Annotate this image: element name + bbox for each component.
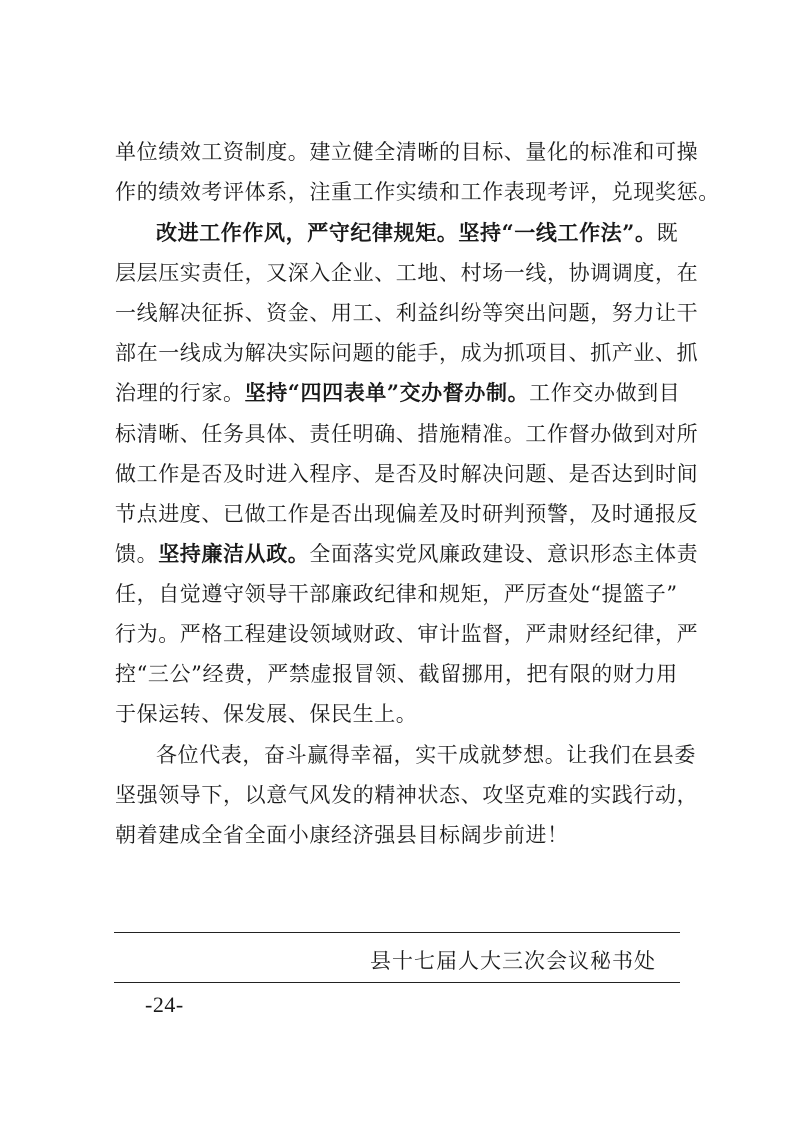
text-line: 行为。严格工程建设领域财政、审计监督，严肃财经纪律，严 [115,622,699,646]
text-line: 单位绩效工资制度。建立健全清晰的目标、量化的标准和可操 [115,140,699,164]
text-line: 任，自觉遵守领导干部廉政纪律和规矩，严厉查处“提篮子” [115,582,678,606]
text-line: 作的绩效考评体系，注重工作实绩和工作表现考评，兑现奖惩。 [115,180,720,204]
bold-heading: 坚持“四四表单”交办督办制。 [244,380,530,405]
text-line: 坚强领导下，以意气风发的精神状态、攻坚克难的实践行动， [115,783,699,807]
text-line: 层层压实责任，又深入企业、工地、村场一线，协调调度，在 [115,261,699,285]
text-line: 控“三公”经费，严禁虚报冒领、截留挪用，把有限的财力用 [115,662,678,686]
text-line: 各位代表，奋斗赢得幸福，实干成就梦想。让我们在县委 [156,743,696,767]
bold-heading: 改进工作作风，严守纪律规矩。坚持“一线工作法”。 [156,220,657,245]
text-line: 节点进度、已做工作是否出现偏差及时研判预警，及时通报反 [115,502,699,526]
text-line: 标清晰、任务具体、责任明确、措施精准。工作督办做到对所 [115,422,699,446]
text-line: 朝着建成全省全面小康经济强县目标阔步前进！ [115,823,569,847]
text-line [115,534,699,574]
text-line [156,213,680,253]
text-span: 馈。 [115,542,159,566]
footer-top-rule [114,932,680,933]
text-line: 部在一线成为解决实际问题的能手，成为抓项目、抓产业、抓 [115,341,699,365]
issuer-line: 县十七届人大三次会议秘书处 [370,949,656,973]
text-line: 一线解决征拆、资金、用工、利益纠纷等突出问题，努力让干 [115,301,699,325]
text-span: 既 [656,221,679,245]
footer-bottom-rule [114,982,680,983]
text-line [115,373,680,413]
bold-heading: 坚持廉洁从政。 [158,541,310,566]
text-span: 全面落实党风廉政建设、意识形态主体责 [309,542,699,566]
text-span: 治理的行家。 [115,381,245,405]
page-number: -24- [145,992,184,1017]
text-line: 于保运转、保发展、保民生上。 [115,702,418,726]
text-span: 工作交办做到目 [529,381,681,405]
text-line: 做工作是否及时进入程序、是否及时解决问题、是否达到时间 [115,462,699,486]
